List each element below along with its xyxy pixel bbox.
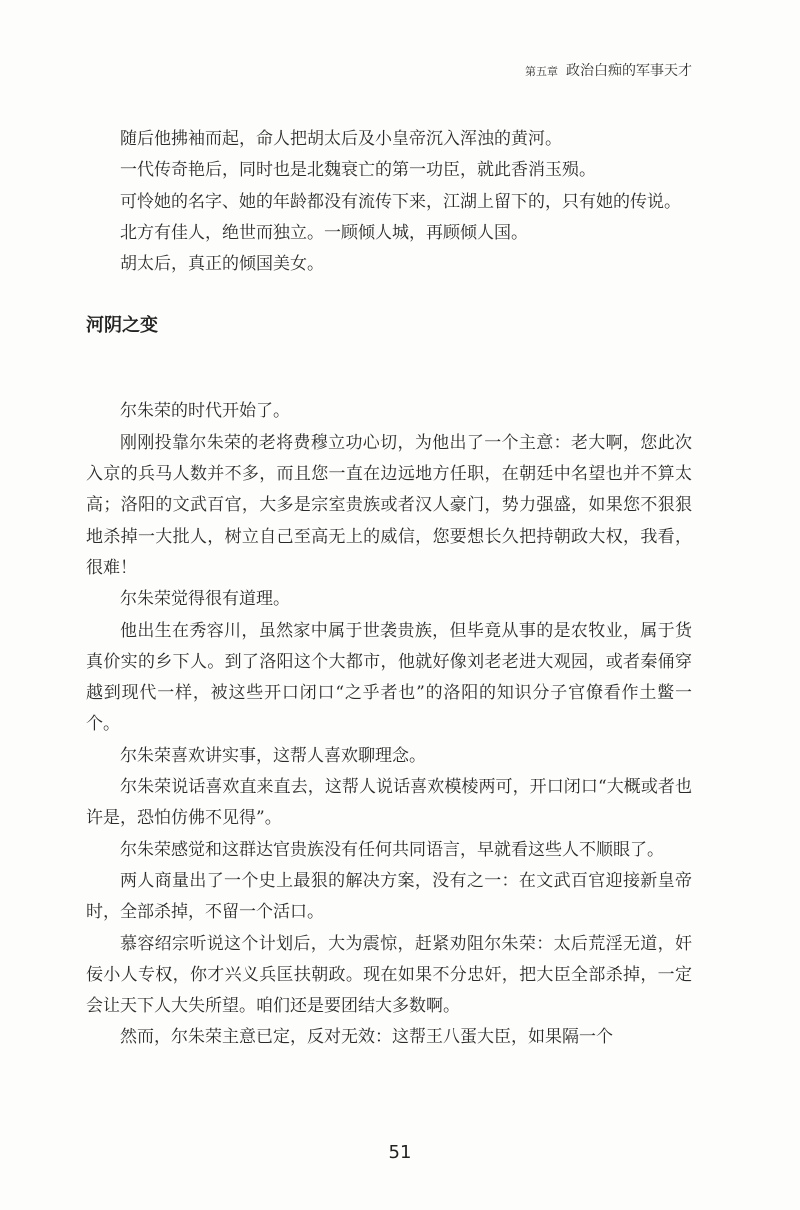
paragraph: 然而，尔朱荣主意已定，反对无效：这帮王八蛋大臣，如果隔一个 [120,1027,613,1048]
chapter-title: 政治白痴的军事天才 [566,63,692,79]
chapter-number: 第五章 [525,65,558,78]
paragraph: 可怜她的名字、她的年龄都没有流传下来，江湖上留下的，只有她的传说。 [120,191,681,212]
paragraph: 尔朱荣的时代开始了。 [120,401,290,422]
paragraph: 尔朱荣喜欢讲实事，这帮人喜欢聊理念。 [120,745,426,766]
section-title: 河阴之变 [86,315,158,337]
paragraph: 尔朱荣感觉和这群达官贵族没有任何共同语言，早就看这些人不顺眼了。 [120,839,664,860]
paragraph: 一代传奇艳后，同时也是北魏衰亡的第一功臣，就此香消玉殒。 [120,160,596,181]
body-text [86,124,692,1054]
paragraph: 北方有佳人，绝世而独立。一顾倾人城，再顾倾人国。 [120,222,528,243]
paragraph: 刚刚投靠尔朱荣的老将费穆立功心切，为他出了一个主意：老大啊，您此次入京的兵马人数并不多，而且您一直在边远地方任职，在朝廷中名望也并不算太高；洛阳的文武百官，大多是宗室贵族或者汉人豪门，势力强盛，如果您不狠狠地杀掉一大批人，树立自己至高无上的威信，您要想长久把持朝政大权，我看，很难！ [86,432,692,578]
paragraph: 他出生在秀容川，虽然家中属于世袭贵族，但毕竟从事的是农牧业，属于货真价实的乡下人。到了洛阳这个大都市，他就好像刘老老进大观园，或者秦俑穿越到现代一样，被这些开口闭口“之乎者也”的洛阳的知识分子官僚看作土鳖一个。 [86,620,692,735]
paragraph: 胡太后，真正的倾国美女。 [120,254,324,275]
paragraph: 尔朱荣说话喜欢直来直去，这帮人说话喜欢模棱两可，开口闭口“大概或者也许是，恐怕仿佛不见得”。 [86,777,692,829]
running-header [525,60,692,80]
paragraph: 尔朱荣觉得很有道理。 [120,589,290,610]
paragraph: 两人商量出了一个史上最狠的解决方案，没有之一：在文武百官迎接新皇帝时，全部杀掉，不留一个活口。 [86,870,692,923]
paragraph: 随后他拂袖而起，命人把胡太后及小皇帝沉入浑浊的黄河。 [120,129,562,149]
page-number: 51 [388,1142,412,1163]
paragraph: 慕容绍宗听说这个计划后，大为震惊，赶紧劝阻尔朱荣：太后荒淫无道，奸佞小人专权，你才兴义兵匡扶朝政。现在如果不分忠奸，把大臣全部杀掉，一定会让天下人大失所望。咱们还是要团结大多数啊。 [86,933,692,1017]
